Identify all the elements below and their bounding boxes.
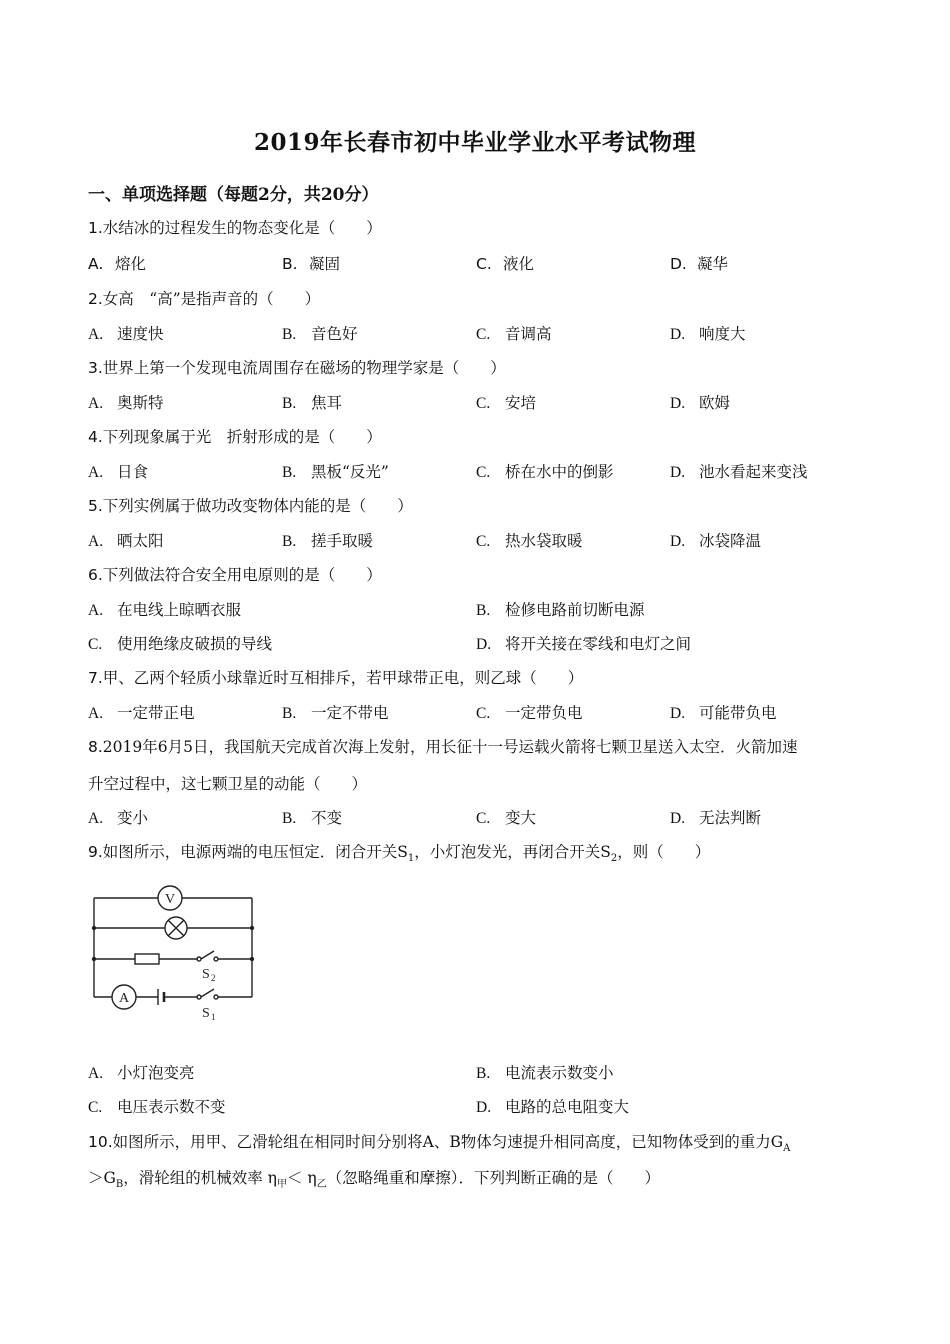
option-d: D. 可能带负电 (670, 704, 777, 722)
option-c: C. 热水袋取暖 (476, 532, 583, 550)
switch-s2-blade (201, 951, 214, 959)
option-b: B. 不变 (282, 809, 342, 827)
question-8-continued: 升空过程中，这七颗卫星的动能（ ） (88, 775, 368, 793)
option-b: B. 检修电路前切断电源 (476, 601, 645, 619)
voltmeter-label: V (164, 892, 176, 907)
option-a: A. 日食 (88, 463, 148, 481)
question-stem: 下列做法符合安全用电原则的是（ ） (102, 566, 382, 584)
question-number: 6. (88, 566, 103, 584)
switch-s2-contact (214, 957, 218, 961)
switch-s1-blade (201, 989, 214, 997)
option-d: D. 响度大 (670, 325, 746, 343)
question-10: 10.如图所示，用甲、乙滑轮组在相同时间分别将A、B物体匀速提升相同高度，已知物体受到的重力$G_A$ (88, 1133, 791, 1155)
question-number: 9. (88, 843, 103, 861)
switch-s1-contact (214, 995, 218, 999)
resistor (135, 954, 159, 964)
option-c: C. 一定带负电 (476, 704, 583, 722)
option-a: A. 一定带正电 (88, 704, 195, 722)
question-stem: 下列实例属于做功改变物体内能的是（ ） (102, 497, 413, 515)
question-number: 1. (88, 219, 103, 237)
question-3 (88, 356, 506, 378)
option-d: D. 冰袋降温 (670, 532, 761, 550)
section-heading: 一、单项选择题（每题2分，共20分） (88, 185, 379, 205)
question-4 (88, 425, 382, 447)
option-b: B. 搓手取暖 (282, 532, 373, 550)
option-c: C. 变大 (476, 809, 536, 827)
question-number: 3. (88, 359, 103, 377)
switch-s2-contact (197, 957, 201, 961)
option-c: C. 电压表示数不变 (88, 1098, 226, 1116)
option-b: B. 电流表示数变小 (476, 1064, 614, 1082)
question-stem: 女高 “高”是指声音的（ ） (102, 290, 321, 308)
option-d: D. 欧姆 (670, 394, 730, 412)
question-1 (88, 216, 382, 238)
option-c: C. 音调高 (476, 325, 552, 343)
option-a: A. 小灯泡变亮 (88, 1064, 195, 1082)
option-a: A. 变小 (88, 809, 148, 827)
option-a: A. 熔化 (88, 255, 146, 273)
option-d: D. 电路的总电阻变大 (476, 1098, 629, 1116)
junction-dot (92, 957, 96, 961)
question-stem: 甲、乙两个轻质小球靠近时互相排斥，若甲球带正电，则乙球（ ） (102, 669, 584, 687)
junction-dot (250, 957, 254, 961)
question-number: 2. (88, 290, 103, 308)
question-6 (88, 563, 382, 585)
option-c: C. 使用绝缘皮破损的导线 (88, 635, 272, 653)
question-number: 10. (88, 1133, 113, 1151)
option-a: A. 晒太阳 (88, 532, 164, 550)
option-a: A. 奥斯特 (88, 394, 164, 412)
question-number: 8. (88, 738, 103, 756)
ammeter-label: A (118, 991, 130, 1006)
option-c: C. 液化 (476, 255, 534, 273)
option-b: B. 音色好 (282, 325, 358, 343)
option-d: D. 凝华 (670, 255, 728, 273)
option-c: C. 桥在水中的倒影 (476, 463, 614, 481)
switch-s1-sub: 1 (211, 1012, 216, 1022)
option-c: C. 安培 (476, 394, 536, 412)
option-d: D. 将开关接在零线和电灯之间 (476, 635, 691, 653)
junction-dot (92, 926, 96, 930)
option-d: D. 池水看起来变浅 (670, 463, 808, 481)
switch-s1-label: S (202, 1006, 210, 1021)
question-number: 4. (88, 428, 103, 446)
option-a: A. 速度快 (88, 325, 164, 343)
question-7 (88, 666, 583, 688)
question-9: 9.如图所示，电源两端的电压恒定．闭合开关$S_1$，小灯泡发光，再闭合开关$S_2$，则（ ） (88, 843, 711, 865)
question-5 (88, 494, 413, 516)
switch-s2-sub: 2 (211, 973, 216, 983)
switch-s1-contact (197, 995, 201, 999)
option-b: B. 焦耳 (282, 394, 342, 412)
option-b: B. 凝固 (282, 255, 340, 273)
option-d: D. 无法判断 (670, 809, 761, 827)
junction-dot (250, 926, 254, 930)
option-b: B. 黑板“反光” (282, 463, 389, 481)
question-2 (88, 287, 320, 309)
switch-s2-label: S (202, 967, 210, 982)
question-stem: 2019年6月5日，我国航天完成首次海上发射，用长征十一号运载火箭将七颗卫星送入太空．火箭加速 (102, 738, 798, 756)
option-a: A. 在电线上晾晒衣服 (88, 601, 241, 619)
option-b: B. 一定不带电 (282, 704, 389, 722)
page-title: 2019年长春市初中毕业学业水平考试物理 (253, 129, 696, 156)
question-stem: 下列现象属于光 折射形成的是（ ） (102, 428, 382, 446)
question-number: 7. (88, 669, 103, 687)
question-stem: 世界上第一个发现电流周围存在磁场的物理学家是（ ） (102, 359, 506, 377)
question-stem: 水结冰的过程发生的物态变化是（ ） (102, 219, 382, 237)
question-8 (88, 735, 797, 757)
circuit-diagram (88, 878, 268, 1028)
question-number: 5. (88, 497, 103, 515)
question-10-continued: $>G_B$，滑轮组的机械效率 $\eta_甲< \eta_乙$（忽略绳重和摩擦）．下列判断正确的是（ ） (88, 1169, 660, 1191)
